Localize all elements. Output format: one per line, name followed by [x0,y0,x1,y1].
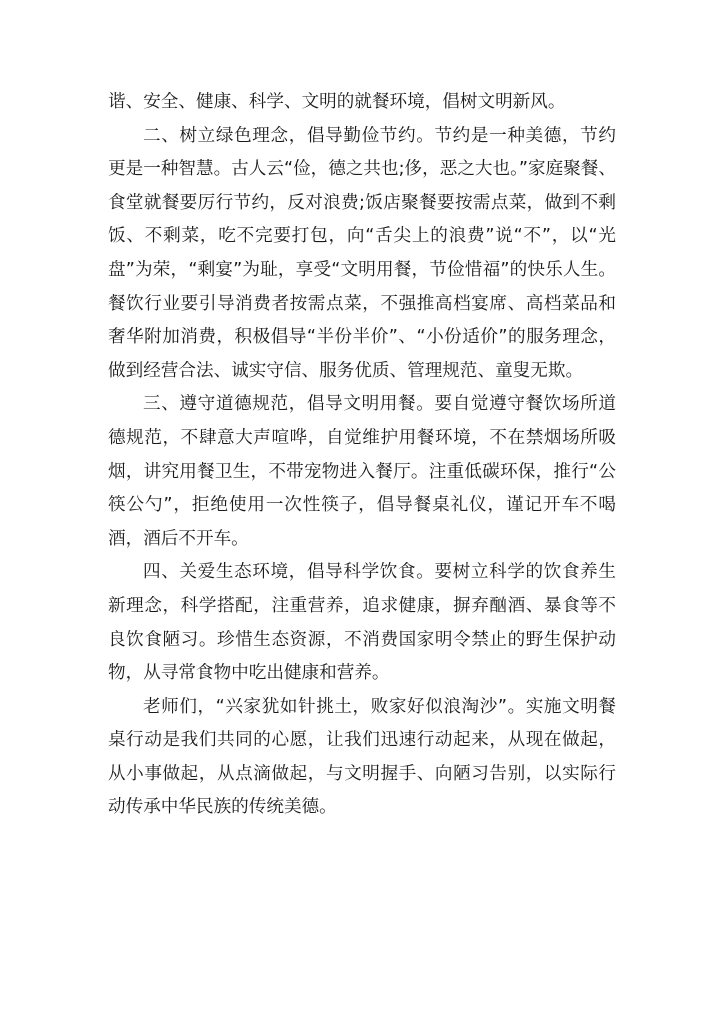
paragraph-section-two: 二、树立绿色理念，倡导勤俭节约。节约是一种美德，节约更是一种智慧。古人云“俭，德之共也;侈，恶之大也。”家庭聚餐、食堂就餐要厉行节约，反对浪费;饭店聚餐要按需点菜，做到不剩饭、不剩菜，吃不完要打包，向“舌尖上的浪费”说“不”，以“光盘”为荣，“剩宴”为耻，享受“文明用餐，节俭惜福”的快乐人生。餐饮行业要引导消费者按需点菜，不强推高档宴席、高档菜品和奢华附加消费，积极倡导“半份半价”、“小份适价”的服务理念，做到经营合法、诚实守信、服务优质、管理规范、童叟无欺。 [108,125,616,381]
paragraph-continuation: 谐、安全、健康、科学、文明的就餐环境，倡树文明新风。 [108,92,566,112]
paragraph-closing: 老师们，“兴家犹如针挑土，败家好似浪淘沙”。实施文明餐桌行动是我们共同的心愿，让我们迅速行动起来，从现在做起，从小事做起，从点滴做起，与文明握手、向陋习告别，以实际行动传承中华民族的传统美德。 [108,696,616,818]
document-body [108,86,616,825]
paragraph-section-three: 三、遵守道德规范，倡导文明用餐。要自觉遵守餐饮场所道德规范，不肆意大声喧哗，自觉维护用餐环境，不在禁烟场所吸烟，讲究用餐卫生，不带宠物进入餐厅。注重低碳环保，推行“公筷公勺”，拒绝使用一次性筷子，倡导餐桌礼仪，谨记开车不喝酒，酒后不开车。 [108,394,616,549]
paragraph-section-four: 四、关爱生态环境，倡导科学饮食。要树立科学的饮食养生新理念，科学搭配，注重营养，追求健康，摒弃酗酒、暴食等不良饮食陋习。珍惜生态资源，不消费国家明令禁止的野生保护动物，从寻常食物中吃出健康和营养。 [108,562,616,684]
